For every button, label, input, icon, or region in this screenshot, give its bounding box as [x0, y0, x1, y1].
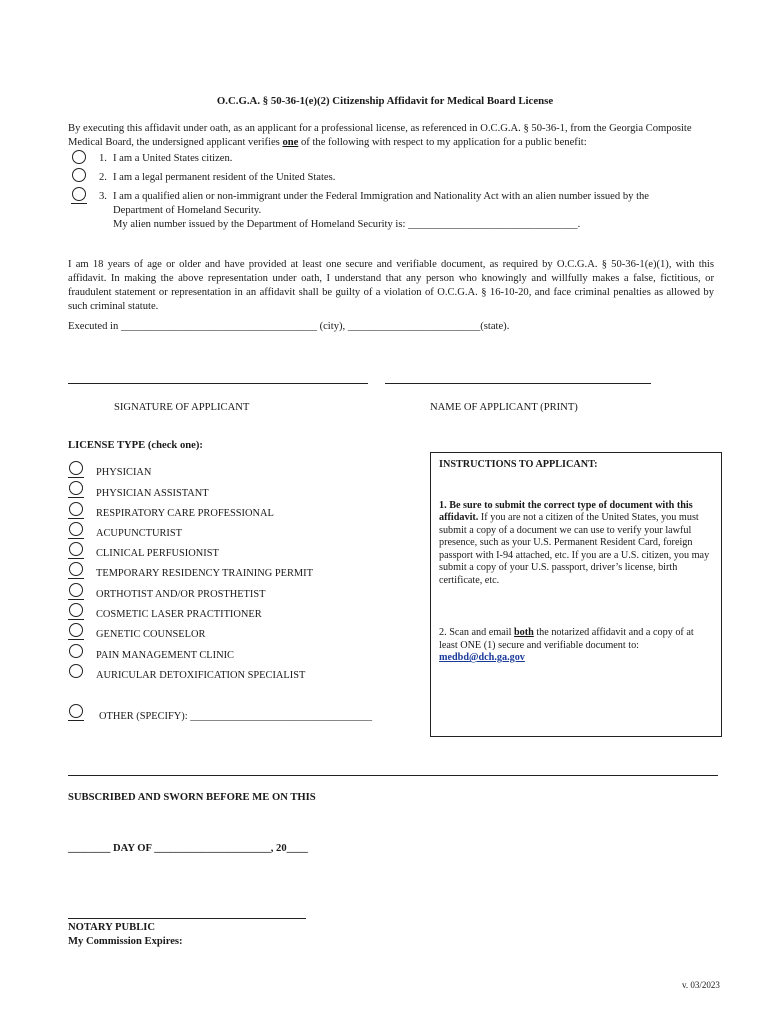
commission-expires-label: My Commission Expires: [68, 936, 183, 947]
license-cosmetic-laser: COSMETIC LASER PRACTITIONER [96, 609, 262, 620]
alien-number-field[interactable]: My alien number issued by the Department of Homeland Security is: ________________________________. [113, 219, 581, 230]
license-physician: PHYSICIAN [96, 467, 152, 478]
version-label: v. 03/2023 [682, 980, 720, 990]
instructions-box [430, 452, 722, 737]
license-radio-orthotist[interactable] [69, 583, 83, 597]
license-radio-physician-assistant[interactable] [69, 481, 83, 495]
subscribed-heading: SUBSCRIBED AND SWORN BEFORE ME ON THIS [68, 792, 316, 803]
license-radio-auricular[interactable] [69, 664, 83, 678]
notary-signature-line[interactable] [68, 918, 306, 919]
license-radio-acupuncturist[interactable] [69, 522, 83, 536]
executed-in-field[interactable]: Executed in _____________________________________ (city), _________________________(state). [68, 321, 510, 332]
license-clinical-perfusionist: CLINICAL PERFUSIONIST [96, 548, 219, 559]
signature-label: SIGNATURE OF APPLICANT [114, 402, 250, 413]
email-link[interactable]: medbd@dch.ga.gov [439, 652, 525, 663]
intro-text-before: By executing this affidavit under oath, as an applicant for a professional license, as referenced in O.C.G.A. § 50-36-1, from the Georgia Composite Medical Board, the undersigned applicant verifies [68, 123, 692, 148]
license-genetic-counselor: GENETIC COUNSELOR [96, 629, 206, 640]
license-type-heading: LICENSE TYPE (check one): [68, 440, 203, 451]
license-other-field[interactable]: OTHER (SPECIFY): ___________________________________ [99, 711, 373, 722]
license-radio-pain-management[interactable] [69, 644, 83, 658]
age-statement: I am 18 years of age or older and have provided at least one secure and verifiable document, as required by O.C.G.A. § 50-36-1(e)(1), with this affidavit. In making the above representation under oath, I understand that any person who knowingly and willfully makes a false, fictitious, or fraudulent statement or representation in an affidavit shall be guilty of a violation of O.C.G.A. § 16-10-20, and face criminal penalties as allowed by such criminal statute. [68, 259, 714, 312]
option-citizen: 1. I am a United States citizen. [99, 153, 233, 164]
option-qualified-alien: 3. I am a qualified alien or non-immigrant under the Federal Immigration and Nationality Act with an alien number issued by the Department of Homeland Security. My alien number issued by the Department of Homeland Security is: ________________________________. [99, 190, 709, 232]
license-acupuncturist: ACUPUNCTURIST [96, 528, 183, 539]
instruction-2: 2. Scan and email both the notarized affidavit and a copy of at least ONE (1) secure and verifiable document to: medbd@dch.ga.gov [439, 627, 694, 663]
intro-emphasis: one [282, 137, 299, 148]
section-divider [68, 775, 718, 776]
license-radio-temporary-residency[interactable] [69, 562, 83, 576]
instructions-heading: INSTRUCTIONS TO APPLICANT: [439, 459, 598, 470]
option-permanent-resident: 2. I am a legal permanent resident of the United States. [99, 172, 336, 183]
license-radio-physician[interactable] [69, 461, 83, 475]
license-radio-genetic-counselor[interactable] [69, 623, 83, 637]
license-temporary-residency: TEMPORARY RESIDENCY TRAINING PERMIT [96, 568, 313, 579]
license-radio-other[interactable] [69, 704, 83, 718]
notary-public-label: NOTARY PUBLIC [68, 922, 156, 933]
name-line[interactable] [385, 383, 651, 384]
license-auricular: AURICULAR DETOXIFICATION SPECIALIST [96, 670, 306, 681]
license-radio-cosmetic-laser[interactable] [69, 603, 83, 617]
license-radio-respiratory-care[interactable] [69, 502, 83, 516]
intro-text-after: of the following with respect to my application for a public benefit: [298, 137, 587, 148]
license-physician-assistant: PHYSICIAN ASSISTANT [96, 488, 209, 499]
page-title: O.C.G.A. § 50-36-1(e)(2) Citizenship Affidavit for Medical Board License [216, 95, 554, 107]
instruction-1: 1. Be sure to submit the correct type of document with this affidavit. If you are not a citizen of the United States, you must submit a copy of a document we can use to verify your lawful presence, such as your U.S. Permanent Resident Card, foreign passport with I-94 attached, etc. If you are a U.S. citizen, you may submit a copy of your U.S. passport, driver’s license, birth certificate, etc. [439, 499, 710, 586]
license-radio-clinical-perfusionist[interactable] [69, 542, 83, 556]
license-orthotist: ORTHOTIST AND/OR PROSTHETIST [96, 589, 266, 600]
qualified-alien-radio[interactable] [72, 187, 86, 201]
day-of-field[interactable]: ________ DAY OF ______________________, 20____ [68, 843, 308, 854]
name-label: NAME OF APPLICANT (PRINT) [430, 402, 578, 413]
license-pain-management: PAIN MANAGEMENT CLINIC [96, 650, 234, 661]
permanent-resident-radio[interactable] [72, 168, 86, 182]
intro-paragraph [68, 122, 708, 150]
citizen-radio[interactable] [72, 150, 86, 164]
license-respiratory-care: RESPIRATORY CARE PROFESSIONAL [96, 508, 274, 519]
signature-line[interactable] [68, 383, 368, 384]
